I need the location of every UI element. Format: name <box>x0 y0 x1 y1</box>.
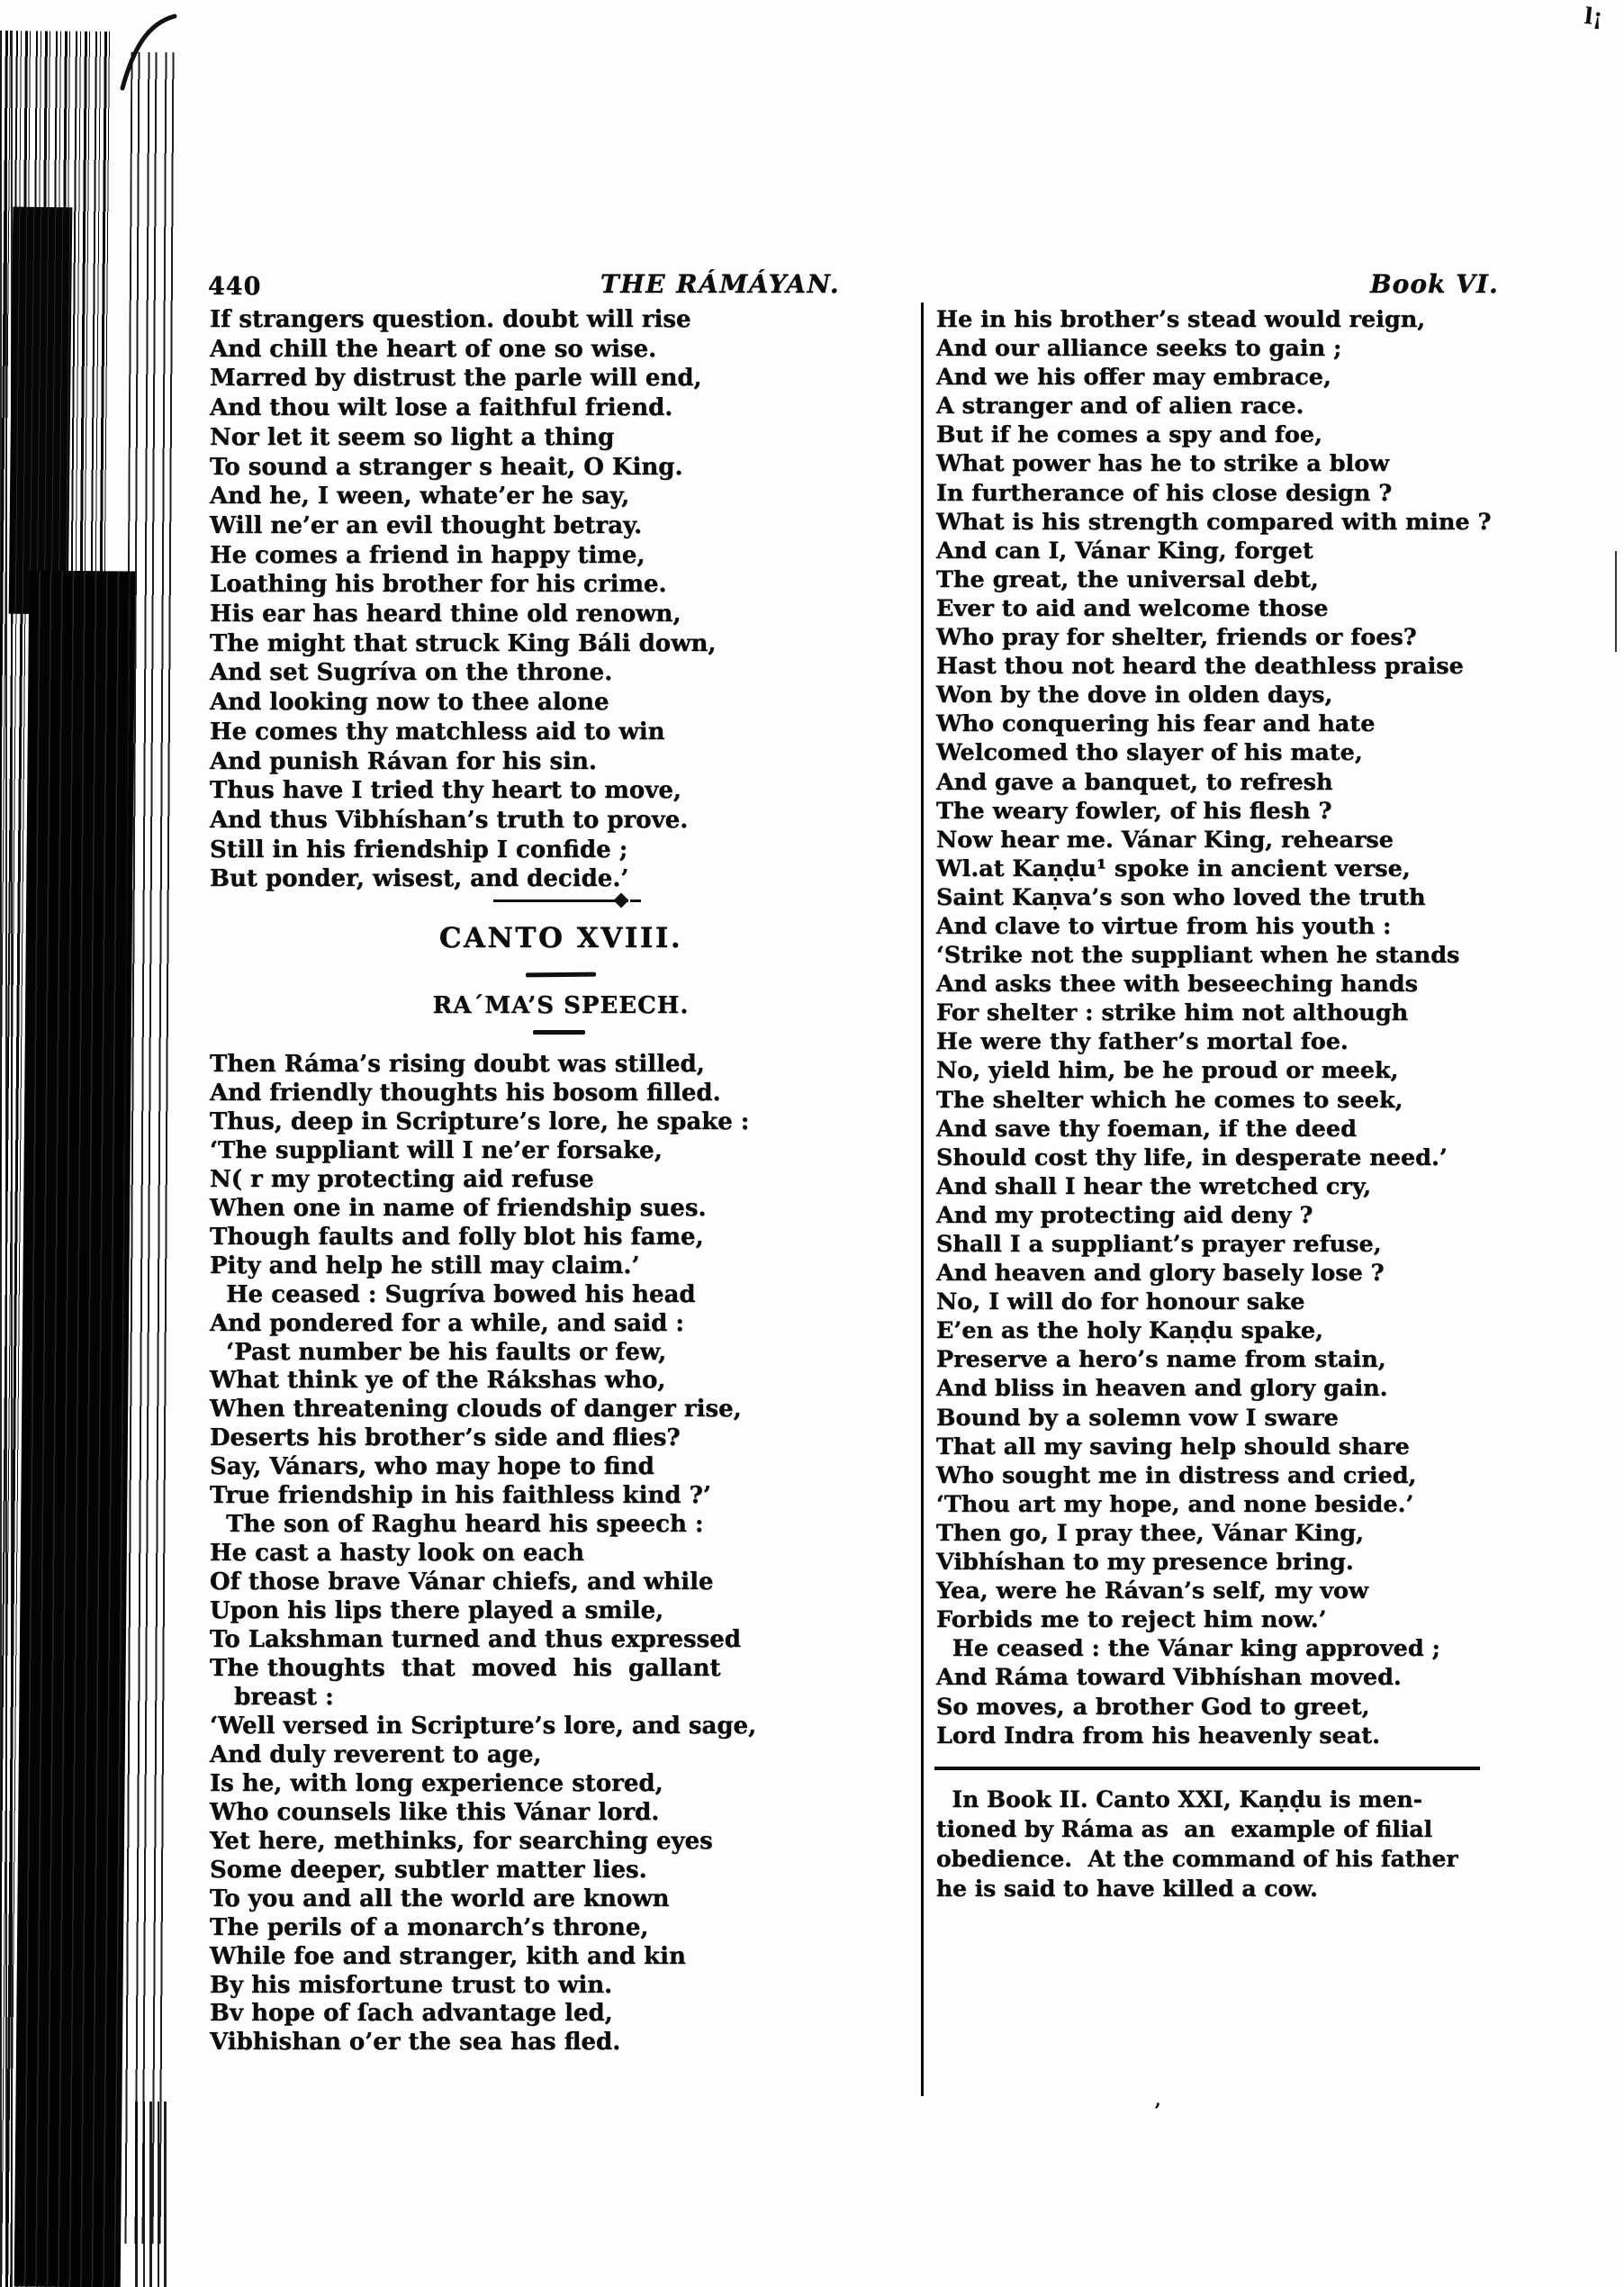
text-line: Still in his friendship I confide ; <box>210 836 628 863</box>
text-line: Yea, were he Rávan’s self, my vow <box>936 1577 1369 1605</box>
text-line: Nor let it seem so light a thing <box>210 423 615 451</box>
footnote-block <box>936 1785 1458 1903</box>
canto-heading: CANTO XVIII. <box>438 922 683 954</box>
text-line: And looking now to thee alone <box>210 689 609 717</box>
text-line: Vibhíshan to my presence bring. <box>936 1549 1354 1577</box>
text-line: Vibhishan o’er the sea has fled. <box>210 2029 621 2056</box>
text-line: And bliss in heaven and glory gain. <box>936 1375 1388 1403</box>
text-line: When one in name of friendship sues. <box>210 1194 707 1222</box>
right-edge-scan-line <box>1615 551 1617 652</box>
left-column-verse-block-1 <box>210 305 716 894</box>
text-line: Won by the dove in olden days, <box>936 682 1333 710</box>
text-line: Hast thou not heard the deathless praise <box>936 653 1464 681</box>
text-line: Preserve a hero’s name from stain, <box>936 1346 1386 1374</box>
text-line: breast : <box>210 1683 334 1711</box>
text-line: ‘Past number be his faults or few, <box>210 1338 667 1366</box>
text-line: What is his strength compared with mine ? <box>936 508 1492 536</box>
gutter-dark-band-lower <box>14 571 136 2287</box>
text-line: he is said to have killed a cow. <box>936 1876 1318 1902</box>
text-line: Will ne’er an evil thought betray. <box>210 511 643 539</box>
text-line: The weary fowler, of his flesh ? <box>936 797 1332 825</box>
text-line: The great, the universal debt, <box>936 565 1319 593</box>
right-column-verse-block <box>936 305 1491 1750</box>
text-line: ‘Well versed in Scripture’s lore, and sage, <box>210 1712 757 1740</box>
text-line: Shall I a suppliant’s prayer refuse, <box>936 1231 1382 1258</box>
text-line: He comes a friend in happy time, <box>210 541 645 569</box>
text-line: To you and all the world are known <box>210 1885 670 1912</box>
text-line: Who conquering his fear and hate <box>936 710 1376 738</box>
gutter-stripe-layer <box>0 31 112 2287</box>
running-title: THE RÁMÁYAN. <box>600 269 841 299</box>
text-line: Lord Indra from his heavenly seat. <box>936 1722 1380 1749</box>
text-line: For shelter : strike him not although <box>936 999 1409 1027</box>
text-line: Thus have I tried thy heart to move, <box>210 777 681 805</box>
text-line: No, yield him, be he proud or meek, <box>936 1057 1399 1085</box>
text-line: And thou wilt lose a faithful friend. <box>210 394 673 422</box>
text-line: He ceased : Sugríva bowed his head <box>210 1280 696 1308</box>
text-line: The shelter which he comes to seek, <box>936 1086 1403 1114</box>
text-line: And Ráma toward Vibhíshan moved. <box>936 1664 1402 1692</box>
text-line: And pondered for a while, and said : <box>210 1309 684 1337</box>
text-line: And asks thee with beseeching hands <box>936 971 1418 999</box>
gutter-thin-lines-right <box>118 52 180 2244</box>
text-line: If strangers question. doubt will rise <box>210 306 691 333</box>
text-line: Of those brave Vánar chiefs, and while <box>210 1568 714 1596</box>
text-line: ‘Thou art my hope, and none beside.’ <box>936 1490 1414 1518</box>
text-line: What think ye of the Rákshas who, <box>210 1367 666 1395</box>
text-line: Then go, I pray thee, Vánar King, <box>936 1519 1364 1547</box>
text-line: Forbids me to reject him now.’ <box>936 1606 1327 1634</box>
text-line: To Lakshman turned and thus expressed <box>210 1626 741 1654</box>
bottom-stray-mark: ’ <box>1154 2100 1161 2123</box>
text-line: To sound a stranger s heait, O King. <box>210 453 683 481</box>
text-line: That all my saving help should share <box>936 1433 1410 1460</box>
text-line: His ear has heard thine old renown, <box>210 601 681 628</box>
text-line: Bv hope of ſach advantage led, <box>210 2000 613 2028</box>
text-line: ‘Strike not the suppliant when he stands <box>936 942 1460 970</box>
text-line: He were thy father’s mortal foe. <box>936 1028 1349 1056</box>
section-divider-ornament <box>493 899 628 902</box>
text-line: Should cost thy life, in desperate need.’ <box>936 1144 1448 1171</box>
pen-flourish-mark <box>115 11 180 94</box>
text-line: He in his brother’s stead would reign, <box>936 306 1426 333</box>
text-line: Bound by a solemn vow I sware <box>936 1404 1339 1432</box>
text-line: And duly reverent to age, <box>210 1740 542 1768</box>
text-line: ‘The suppliant will I ne’er forsake, <box>210 1136 663 1164</box>
text-line: In furtherance of his close design ? <box>936 479 1393 507</box>
text-line: A stranger and of alien race. <box>936 393 1304 420</box>
text-line: Though faults and folly blot his fame, <box>210 1223 704 1251</box>
text-line: True friendship in his faithless kind ?’ <box>210 1482 711 1510</box>
left-column-verse-block-2 <box>210 1051 756 2057</box>
text-line: Wl.at Kaṇḍu¹ spoke in ancient verse, <box>936 854 1411 882</box>
text-line: The thoughts that moved his gallant <box>210 1655 721 1683</box>
text-line: Then Ráma’s rising doubt was stilled, <box>210 1051 705 1078</box>
text-line: Loathing his brother for his crime. <box>210 571 667 599</box>
text-line: tioned by Ráma as an example of filial <box>936 1816 1433 1842</box>
text-line: And save thy foeman, if the deed <box>936 1115 1357 1143</box>
text-line: And can I, Vánar King, forget <box>936 537 1313 565</box>
text-line: When threatening clouds of danger rise, <box>210 1396 742 1424</box>
text-line: But ponder, wisest, and decide.’ <box>210 865 629 893</box>
text-line: N( r my protecting aid refuse <box>210 1165 594 1193</box>
text-line: E’en as the holy Kaṇḍu spake, <box>936 1317 1324 1345</box>
text-line: Who pray for shelter, friends or foes? <box>936 624 1417 652</box>
text-line: Welcomed tho slayer of his mate, <box>936 739 1363 767</box>
text-line: He cast a hasty look on each <box>210 1540 585 1568</box>
text-line: And he, I ween, whate’er he say, <box>210 483 630 511</box>
text-line: He ceased : the Vánar king approved ; <box>936 1635 1440 1663</box>
text-line: Now hear me. Vánar King, rehearse <box>936 826 1394 854</box>
text-line: obedience. At the command of his father <box>936 1846 1458 1872</box>
gutter-dark-band-upper <box>9 207 73 615</box>
text-line: What power has he to strike a blow <box>936 450 1390 478</box>
text-line: While foe and stranger, kith and kin <box>210 1942 686 1970</box>
text-line: But if he comes a spy and foe, <box>936 421 1323 449</box>
text-line: And clave to virtue from his youth : <box>936 912 1392 940</box>
text-line: Deserts his brother’s side and flies? <box>210 1424 681 1452</box>
text-line: Saint Kaṇva’s son who loved the truth <box>936 883 1426 911</box>
text-line: And set Sugríva on the throne. <box>210 659 613 687</box>
text-line: Ever to aid and welcome those <box>936 594 1329 622</box>
book-label: Book VI. <box>1370 269 1499 299</box>
text-line: The might that struck King Báli down, <box>210 629 717 657</box>
text-line: Marred by distrust the parle will end, <box>210 365 702 393</box>
text-line: And gave a banquet, to refresh <box>936 768 1333 796</box>
text-line: No, I will do for honour sake <box>936 1288 1305 1316</box>
text-line: Upon his lips there played a smile, <box>210 1597 664 1625</box>
text-line: Some deeper, subtler matter lies. <box>210 1856 647 1884</box>
text-line: And punish Rávan for his sin. <box>210 747 597 775</box>
text-line: And our alliance seeks to gain ; <box>936 335 1342 363</box>
text-line: Who sought me in distress and cried, <box>936 1461 1417 1489</box>
subheading-rule <box>533 1030 585 1035</box>
canto-subheading: RA´MA’S SPEECH. <box>432 992 690 1019</box>
footnote-rule <box>934 1767 1480 1770</box>
corner-stray-mark: l¡ <box>1583 3 1604 31</box>
text-line: Pity and help he still may claim.’ <box>210 1252 640 1279</box>
gutter-edge-lines <box>0 31 13 2287</box>
text-line: And my protecting aid deny ? <box>936 1201 1313 1229</box>
heading-rule <box>526 972 596 978</box>
text-line: And heaven and glory basely lose ? <box>936 1260 1385 1288</box>
text-line: Is he, with long experience stored, <box>210 1769 663 1797</box>
column-divider-rule <box>921 303 924 2096</box>
text-line: The son of Raghu heard his speech : <box>210 1511 704 1539</box>
text-line: Say, Vánars, who may hope to find <box>210 1453 654 1481</box>
text-line: And friendly thoughts his bosom filled. <box>210 1079 721 1107</box>
text-line: Who counsels like this Vánar lord. <box>210 1798 660 1826</box>
text-line: By his misfortune trust to win. <box>210 1971 613 1999</box>
text-line: He comes thy matchless aid to win <box>210 718 665 746</box>
text-line: And thus Vibhíshan’s truth to prove. <box>210 806 689 834</box>
binding-gutter-scan-artifact <box>0 31 180 2287</box>
text-line: In Book II. Canto XXI, Kaṇḍu is men- <box>936 1786 1423 1812</box>
text-line: The perils of a monarch’s throne, <box>210 1913 649 1941</box>
text-line: And we his offer may embrace, <box>936 364 1331 392</box>
text-line: And shall I hear the wretched cry, <box>936 1172 1372 1200</box>
page-number: 440 <box>208 273 262 301</box>
text-line: Yet here, methinks, for searching eyes <box>210 1827 713 1855</box>
text-line: And chill the heart of one so wise. <box>210 335 657 363</box>
text-line: So moves, a brother God to greet, <box>936 1693 1370 1721</box>
gutter-bottom-stripes <box>135 2102 171 2287</box>
text-line: Thus, deep in Scripture’s lore, he spake : <box>210 1107 750 1135</box>
